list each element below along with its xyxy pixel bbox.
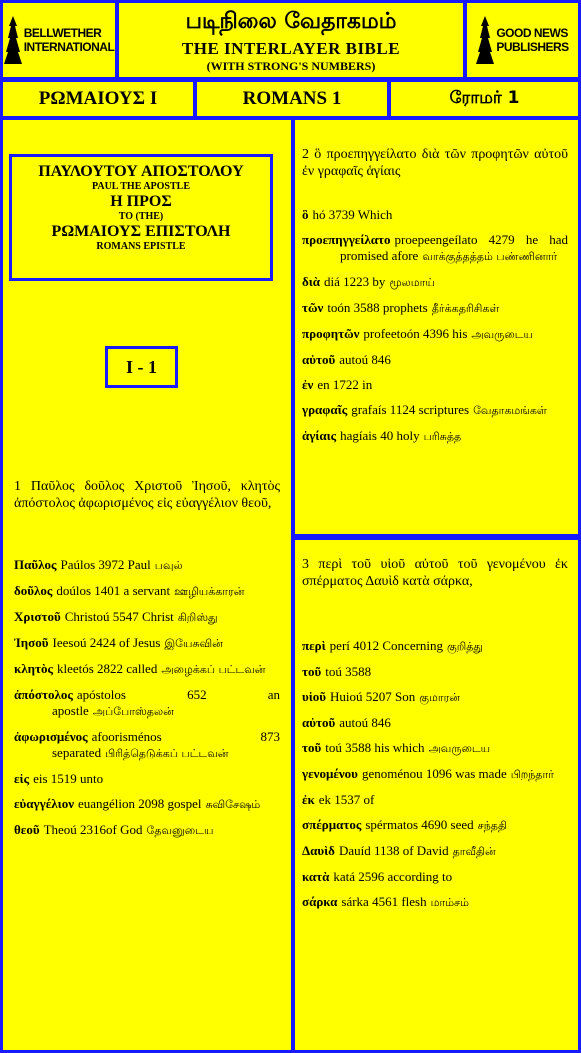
tamil-gloss: தாவீதின் — [452, 845, 496, 858]
word-entry — [302, 869, 568, 885]
transliteration-strongs-gloss: apóstolos 652 an apostle — [52, 687, 280, 718]
word-entry — [302, 843, 568, 860]
tamil-gloss: அவருடைய — [471, 328, 533, 341]
transliteration-strongs-gloss: autoú 846 — [339, 352, 391, 367]
tamil-gloss: குறித்து — [447, 640, 483, 653]
verse-2-text: 2 ὃ προεπηγγείλατο διὰ τῶν προφητῶν αὐτοῦ ἐν γραφαῖς ἁγίαις — [302, 147, 568, 179]
greek-word: περὶ — [302, 638, 326, 653]
transliteration-strongs-gloss: genoménou 1096 was made — [361, 766, 507, 781]
transliteration-strongs-gloss: diá 1223 by — [324, 274, 386, 289]
word-entry — [302, 326, 568, 343]
tamil-gloss: அவருடைய — [428, 742, 491, 755]
greek-title-2: Η ΠΡΟΣ — [110, 193, 172, 210]
greek-word: ἐκ — [302, 792, 315, 807]
word-entry — [14, 771, 280, 787]
greek-word: ἁγίαις — [302, 428, 337, 443]
tamil-gloss: சந்ததி — [477, 819, 507, 832]
greek-word: σπέρματος — [302, 817, 362, 832]
greek-word: Παῦλος — [14, 557, 57, 572]
transliteration-strongs-gloss: Dauíd 1138 of David — [338, 843, 449, 858]
greek-word: αὐτοῦ — [302, 352, 336, 367]
tamil-book-label: ரோமர் 1 — [388, 79, 581, 119]
word-entry — [302, 300, 568, 317]
word-entry — [302, 817, 568, 834]
tamil-gloss: கிறிஸ்து — [177, 611, 218, 624]
greek-word: Χριστοῦ — [14, 609, 61, 624]
word-entry — [14, 583, 280, 600]
tamil-gloss: அழைக்கப் பட்டவன் — [161, 663, 266, 676]
bell-tower-icon — [4, 16, 22, 64]
transliteration-strongs-gloss: grafaís 1124 scriptures — [351, 402, 470, 417]
transliteration-strongs-gloss: hó 3739 Which — [312, 207, 393, 222]
greek-word: θεοῦ — [14, 822, 40, 837]
bellwether-logo — [0, 0, 118, 80]
word-entry — [302, 377, 568, 393]
word-entry — [14, 557, 280, 574]
transliteration-strongs-gloss: ek 1537 of — [318, 792, 375, 807]
word-entry — [302, 715, 568, 731]
word-entry — [302, 207, 568, 223]
transliteration-strongs-gloss: toón 3588 prophets — [327, 300, 428, 315]
tamil-title: படிநிலை வேதாகமம் — [185, 9, 397, 34]
transliteration-strongs-gloss: doúlos 1401 a servant — [56, 583, 171, 598]
word-entry — [302, 352, 568, 368]
greek-word: σάρκα — [302, 894, 338, 909]
word-entry — [14, 609, 280, 626]
greek-title-1: ΠΑΥΛΟΥΤΟΥ ΑΠΟΣΤΟΛΟΥ — [38, 163, 244, 180]
transliteration-strongs-gloss: eis 1519 unto — [33, 771, 104, 786]
transliteration-strongs-gloss: euangélion 2098 gospel — [78, 796, 202, 811]
good-news-logo — [464, 0, 581, 80]
subtitle: (WITH STRONG'S NUMBERS) — [206, 59, 376, 73]
greek-word: ἐν — [302, 377, 314, 392]
tamil-gloss: தேவனுடைய — [146, 824, 214, 837]
tamil-gloss: பிரித்தெடுக்கப் பட்டவன் — [105, 747, 229, 760]
greek-word: ἀφωρισμένος — [14, 729, 88, 744]
transliteration-strongs-gloss: Paúlos 3972 Paul — [60, 557, 151, 572]
word-entry — [14, 687, 280, 720]
tamil-gloss: குமாரன் — [419, 691, 460, 704]
tamil-gloss: பரிசுத்த — [423, 430, 462, 443]
tamil-gloss: சுவிசேஷம் — [205, 798, 261, 811]
transliteration-strongs-gloss: spérmatos 4690 seed — [365, 817, 474, 832]
greek-word: Δαυὶδ — [302, 843, 335, 858]
greek-word: τῶν — [302, 300, 324, 315]
verse-3-text: 3 περὶ τοῦ υἱοῦ αὐτοῦ τοῦ γενομένου ἐκ σπέρματος Δαυὶδ κατὰ σάρκα, — [302, 557, 568, 589]
transliteration-strongs-gloss: sárka 4561 flesh — [341, 894, 427, 909]
greek-word: τοῦ — [302, 664, 322, 679]
chapter-ref: I - 1 — [105, 346, 178, 388]
greek-word: ὃ — [302, 207, 309, 222]
greek-word: κλητὸς — [14, 661, 53, 676]
greek-word: αὐτοῦ — [302, 715, 336, 730]
verse-3-word-list — [302, 638, 568, 920]
epistle-title-box — [9, 154, 273, 281]
tamil-gloss: வாக்குத்தத்தம் பண்ணினார் — [422, 250, 558, 263]
transliteration-strongs-gloss: toú 3588 — [325, 664, 372, 679]
greek-word: ἀπόστολος — [14, 687, 73, 702]
word-entry — [14, 635, 280, 652]
tamil-gloss: ஊழியக்காரன் — [174, 585, 245, 598]
word-entry — [302, 428, 568, 445]
greek-word: γενομένου — [302, 766, 358, 781]
word-entry — [14, 822, 280, 839]
transliteration-strongs-gloss: autoú 846 — [339, 715, 391, 730]
header-title-block — [116, 0, 466, 80]
greek-word: προφητῶν — [302, 326, 360, 341]
word-entry — [14, 661, 280, 678]
word-entry — [302, 274, 568, 291]
word-entry — [14, 729, 280, 762]
greek-word: εὐαγγέλιον — [14, 796, 74, 811]
transliteration-strongs-gloss: Theoú 2316of God — [43, 822, 143, 837]
greek-word: προεπηγγείλατο — [302, 232, 391, 247]
word-entry — [302, 402, 568, 419]
bell-tower-icon — [476, 16, 494, 64]
word-entry — [302, 689, 568, 706]
tamil-gloss: அப்போஸ்தலன் — [92, 705, 174, 718]
english-title-3: ROMANS EPISTLE — [96, 241, 186, 252]
transliteration-strongs-gloss: katá 2596 according to — [333, 869, 453, 884]
greek-word: εἰς — [14, 771, 30, 786]
logo-line-1: GOOD NEWS — [496, 26, 568, 40]
greek-title-3: ΡΩΜΑΙΟΥΣ ΕΠΙΣΤΟΛΗ — [51, 223, 231, 240]
word-entry — [302, 894, 568, 911]
english-title-2: TO (THE) — [118, 211, 164, 222]
greek-word: Ἰησοῦ — [14, 635, 49, 650]
main-title: THE INTERLAYER BIBLE — [181, 39, 401, 58]
tamil-gloss: பவுல் — [154, 559, 183, 572]
word-entry — [302, 232, 568, 265]
logo-line-2: INTERNATIONAL — [23, 40, 115, 54]
tamil-gloss: வேதாகமங்கள் — [473, 404, 547, 417]
word-entry — [302, 792, 568, 808]
greek-book-label: ΡΩΜΑΙΟΥΣ Ι — [0, 79, 196, 119]
english-book-label: ROMANS 1 — [194, 79, 390, 119]
greek-word: κατὰ — [302, 869, 330, 884]
greek-word: διὰ — [302, 274, 321, 289]
greek-word: δοῦλος — [14, 583, 53, 598]
transliteration-strongs-gloss: kleetós 2822 called — [56, 661, 158, 676]
transliteration-strongs-gloss: Ieesoú 2424 of Jesus — [52, 635, 161, 650]
word-entry — [302, 740, 568, 757]
tamil-gloss: இயேசுவின் — [164, 637, 223, 650]
greek-word: τοῦ — [302, 740, 322, 755]
transliteration-strongs-gloss: profeetoón 4396 his — [363, 326, 468, 341]
greek-word: υἱοῦ — [302, 689, 327, 704]
verse-2-word-list — [302, 207, 568, 454]
tamil-gloss: மூலமாய் — [389, 276, 435, 289]
verse-1-word-list — [14, 557, 280, 848]
word-entry — [302, 638, 568, 655]
transliteration-strongs-gloss: en 1722 in — [317, 377, 373, 392]
transliteration-strongs-gloss: Huioú 5207 Son — [330, 689, 416, 704]
tamil-gloss: தீர்க்கதரிசிகள் — [431, 302, 500, 315]
greek-word: γραφαῖς — [302, 402, 348, 417]
transliteration-strongs-gloss: Christoú 5547 Christ — [64, 609, 174, 624]
english-title-1: PAUL THE APOSTLE — [92, 181, 190, 192]
logo-line-1: BELLWETHER — [23, 26, 102, 40]
tamil-gloss: பிறந்தார் — [510, 768, 554, 781]
transliteration-strongs-gloss: proepeengeílato 4279 he had promised afore — [340, 232, 568, 263]
tamil-gloss: மாம்சம் — [430, 896, 469, 909]
transliteration-strongs-gloss: toú 3588 his which — [325, 740, 425, 755]
transliteration-strongs-gloss: perí 4012 Concerning — [329, 638, 444, 653]
transliteration-strongs-gloss: afoorisménos 873 separated — [52, 729, 280, 760]
word-entry — [302, 664, 568, 680]
logo-line-2: PUBLISHERS — [496, 40, 569, 54]
word-entry — [302, 766, 568, 783]
verse-1-text: 1 Παῦλος δοῦλος Χριστοῦ Ἰησοῦ, κλητὸς ἀπόστολος ἀφωρισμένος εἰς εὐαγγέλιον θεοῦ, — [14, 479, 280, 511]
word-entry — [14, 796, 280, 813]
transliteration-strongs-gloss: hagíais 40 holy — [340, 428, 420, 443]
